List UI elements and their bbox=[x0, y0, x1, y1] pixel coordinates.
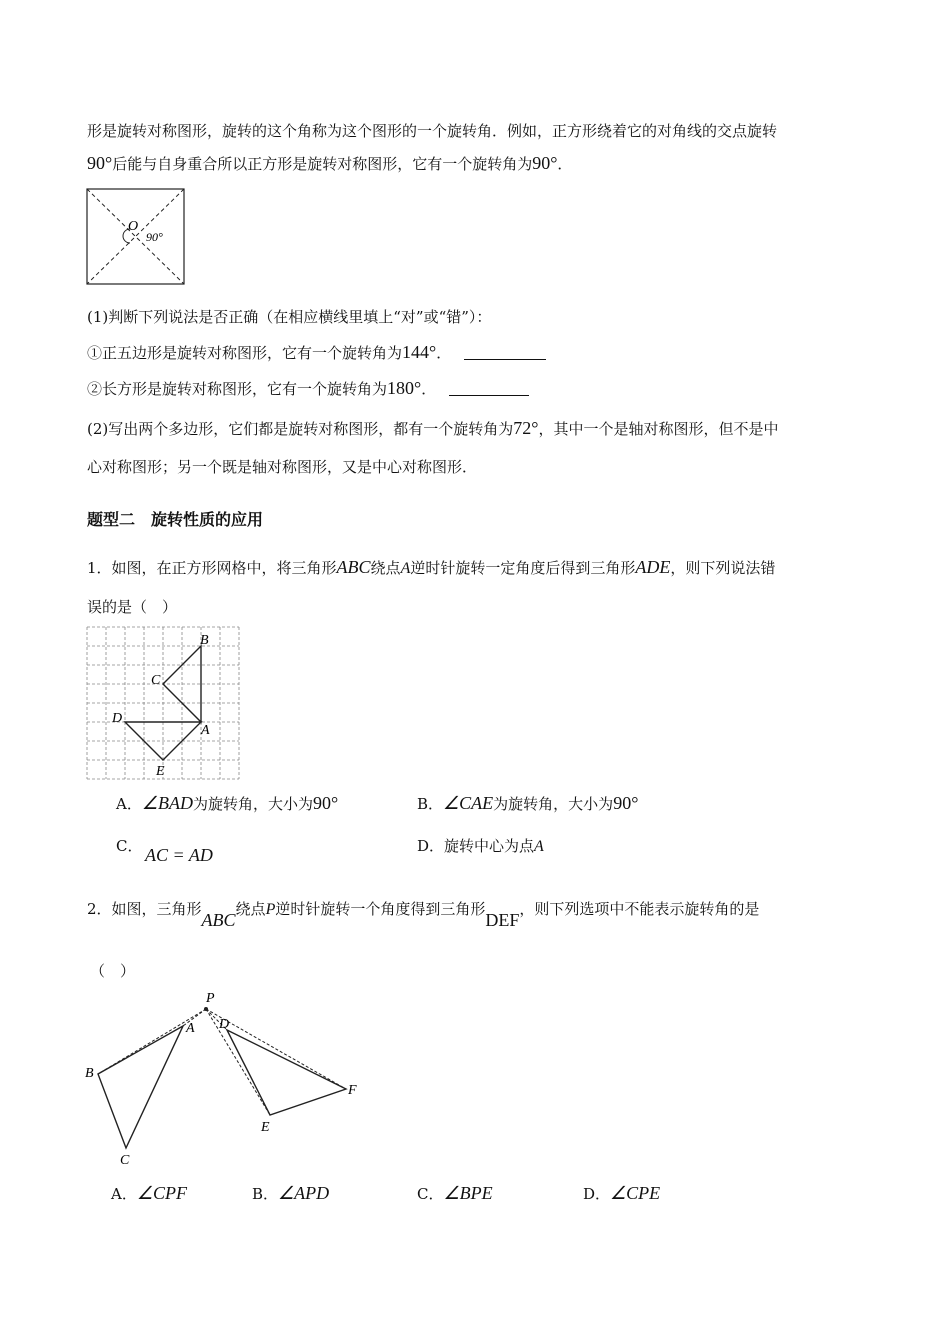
p2-option-d[interactable]: D．∠CPE bbox=[583, 1183, 661, 1203]
svg-text:B: B bbox=[200, 633, 209, 648]
svg-text:F: F bbox=[348, 1083, 357, 1098]
p2-option-c[interactable]: C．∠BPE bbox=[417, 1183, 493, 1203]
svg-text:B: B bbox=[85, 1066, 94, 1081]
p1-option-c[interactable]: C． bbox=[116, 837, 143, 855]
rotation-figure bbox=[80, 985, 370, 1170]
center-label: O bbox=[128, 219, 139, 234]
answer-blank-2[interactable] bbox=[449, 381, 529, 396]
svg-text:A: A bbox=[186, 1021, 195, 1036]
section-title: 题型二 旋转性质的应用 bbox=[87, 510, 264, 529]
problem1-line-2: 误的是（ ） bbox=[87, 598, 178, 616]
square-figure bbox=[86, 188, 186, 286]
q1-prompt: (1)判断下列说法是否正确（在相应横线里填上“对”或“错”）： bbox=[87, 308, 492, 326]
svg-text:D: D bbox=[219, 1017, 230, 1032]
angle-90: 90° bbox=[87, 153, 113, 173]
problem2-line-1: 2．如图，三角形ABC绕点P逆时针旋转一个角度得到三角形DEF，则下列选项中不能表示旋转角的是 bbox=[87, 900, 760, 930]
svg-text:E: E bbox=[156, 764, 165, 779]
answer-blank-1[interactable] bbox=[464, 345, 546, 360]
q2-line-1: (2)写出两个多边形，它们都是旋转对称图形，都有一个旋转角为72°，其中一个是轴对称图形，但不是中 bbox=[87, 418, 779, 438]
angle-label: 90° bbox=[146, 230, 163, 244]
triangle-def bbox=[227, 1030, 346, 1115]
svg-text:P: P bbox=[206, 991, 215, 1006]
svg-text:C: C bbox=[151, 673, 161, 688]
intro-line-2: 90°后能与自身重合所以正方形是旋转对称图形，它有一个旋转角为90°． bbox=[87, 153, 573, 173]
p1-option-d[interactable]: D．旋转中心为点A bbox=[417, 837, 544, 855]
svg-text:D: D bbox=[112, 711, 123, 726]
p1-option-a[interactable]: A．∠BAD为旋转角，大小为90° bbox=[116, 793, 339, 813]
q1-item-2: ②长方形是旋转对称图形，它有一个旋转角为180°． bbox=[87, 378, 529, 399]
problem2-line-2: （ ） bbox=[90, 962, 136, 980]
svg-text:C: C bbox=[120, 1153, 130, 1168]
p1-option-c-math: AC = AD bbox=[145, 845, 213, 865]
p2-option-a[interactable]: A．∠CPF bbox=[111, 1183, 187, 1203]
q1-item-1: ①正五边形是旋转对称图形，它有一个旋转角为144°． bbox=[87, 342, 546, 363]
svg-text:A: A bbox=[201, 723, 210, 738]
p2-option-b[interactable]: B．∠APD bbox=[252, 1183, 330, 1203]
triangle-abc bbox=[98, 1026, 183, 1148]
problem1-line-1: 1．如图，在正方形网格中，将三角形ABC绕点A逆时针旋转一定角度后得到三角形ADE，则下列说法错 bbox=[87, 557, 776, 577]
svg-text:E: E bbox=[261, 1120, 270, 1135]
p1-option-b[interactable]: B．∠CAE为旋转角，大小为90° bbox=[417, 793, 639, 813]
q2-line-2: 心对称图形；另一个既是轴对称图形，又是中心对称图形． bbox=[87, 458, 478, 476]
grid-figure bbox=[86, 626, 242, 782]
intro-line-1: 形是旋转对称图形，旋转的这个角称为这个图形的一个旋转角．例如，正方形绕着它的对角线的交点旋转 bbox=[87, 122, 778, 140]
